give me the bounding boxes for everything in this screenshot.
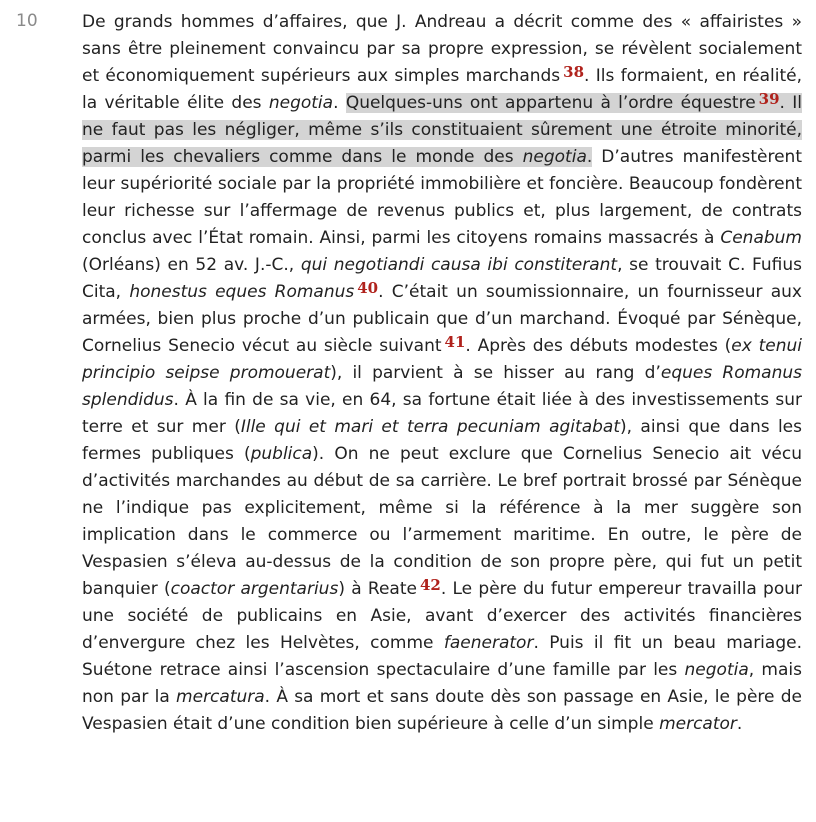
italic-text: ex tenui principio seipse promouerat (82, 336, 802, 383)
text: . (333, 93, 346, 113)
text: . (586, 147, 593, 167)
text: D’autres manifestèrent leur supériorité sociale par la propriété immobilière et foncière. Beaucoup fondèrent leur richesse sur l’affermage de revenus publics et, plus largement, de contrats conclus avec l’État romain. Ainsi, parmi les citoyens romains massacrés à (82, 147, 802, 248)
text: . À la fin de sa vie, en 64, sa fortune était liée à des investissements sur terre et sur mer ( (82, 390, 802, 437)
italic-text: negotia (268, 93, 334, 113)
text: . (736, 714, 743, 734)
text: ), ainsi que dans les fermes publiques ( (82, 417, 802, 464)
italic-text: negotia (684, 660, 749, 680)
text: . Après des débuts modestes ( (465, 336, 732, 356)
text: Quelques-uns ont appartenu à l’ordre équestre (345, 93, 756, 113)
text: ), il parvient à se hisser au rang d’ (330, 363, 661, 383)
italic-text: mercatura (176, 687, 265, 707)
italic-text: Cenabum (720, 228, 802, 248)
italic-text: publica (250, 444, 313, 464)
italic-text: faenerator (443, 633, 534, 653)
text: ). On ne peut exclure que Cornelius Senecio ait vécu d’activités marchandes au début de sa carrière. Le bref portrait brossé par Sénèque ne l’indique pas explicitement, même si la référence à la mer suggère son implication dans le commerce ou l’armement maritime. En outre, le père de Vespasien s’éleva au-dessus de la condition de son propre père, qui fut un petit banquier ( (82, 444, 802, 599)
paragraph-number: 10 (16, 11, 38, 31)
italic-text: coactor argentarius (170, 579, 339, 599)
footnote-link-40[interactable]: 40 (357, 279, 379, 297)
italic-text: mercator (659, 714, 737, 734)
body-paragraph (82, 9, 802, 738)
text: . Puis il fit un beau mariage. Suétone retrace ainsi l’ascension spectaculaire d’une famille par les (82, 633, 802, 680)
italic-text: negotia (522, 147, 587, 167)
italic-text: Ille qui et mari et terra pecuniam agitabat (240, 417, 620, 437)
text: . Le père du futur empereur travailla pour une société de publicains en Asie, avant d’exercer des activités financières d’envergure chez les Helvètes, comme (82, 579, 802, 653)
text: , se trouvait C. Fufius Cita, (82, 255, 802, 302)
italic-text: eques Romanus splendidus (82, 363, 802, 410)
text: ) à Reate (338, 579, 417, 599)
footnote-link-39[interactable]: 39 (758, 90, 780, 108)
text: . C’était un soumissionnaire, un fournisseur aux armées, bien plus proche d’un publicain que d’un marchand. Évoqué par Sénèque, Cornelius Senecio vécut au siècle suivant (82, 282, 802, 356)
footnote-link-38[interactable]: 38 (563, 63, 585, 81)
text: . Ils formaient, en réalité, la véritable élite des (82, 66, 802, 113)
text: (Orléans) en 52 av. J.-C., (82, 255, 301, 275)
footnote-link-41[interactable]: 41 (444, 333, 466, 351)
italic-text: honestus eques Romanus (129, 282, 355, 302)
text: , mais non par la (82, 660, 802, 707)
text: De grands hommes d’affaires, que J. Andreau a décrit comme des « affairistes » sans être pleinement convaincu par sa propre expression, se révèlent socialement et économiquement supérieurs aux simples marchands (82, 12, 802, 86)
italic-text: qui negotiandi causa ibi constiterant (300, 255, 618, 275)
text: . À sa mort et sans doute dès son passage en Asie, le père de Vespasien était d’une condition bien supérieure à celle d’un simple (82, 687, 802, 734)
text: . Il ne faut pas les négliger, même s’ils constituaient sûrement une étroite minorité, parmi les chevaliers comme dans le monde des (82, 93, 803, 167)
footnote-link-42[interactable]: 42 (419, 576, 441, 594)
